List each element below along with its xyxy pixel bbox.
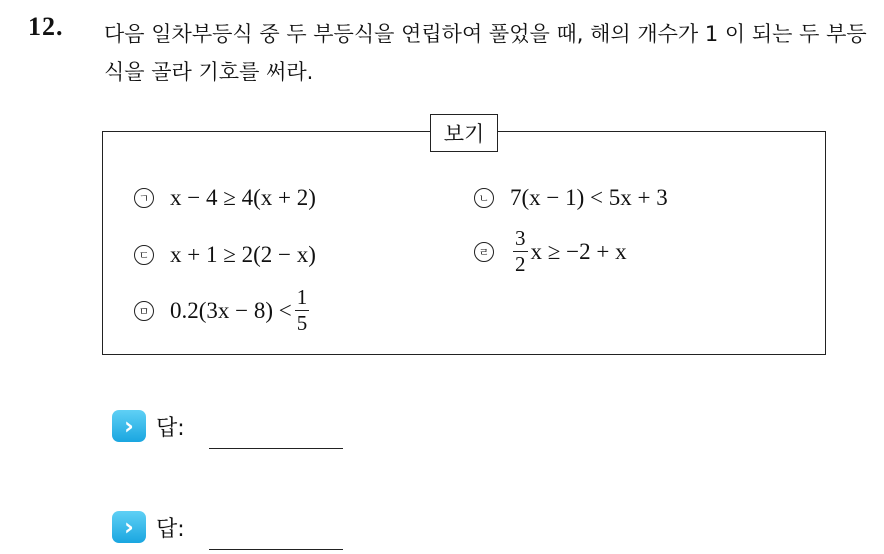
- example-box-title: 보기: [430, 114, 498, 152]
- choice-item-3: [134, 242, 316, 268]
- choice-expression: 7(x − 1) < 5x + 3: [510, 185, 668, 210]
- answer-label: 답:: [156, 415, 185, 441]
- chevron-right-icon: ›: [112, 410, 146, 442]
- choice-marker-icon: ㄷ: [134, 245, 154, 265]
- question-text: 다음 일차부등식 중 두 부등식을 연립하여 풀었을 때, 해의 개수가 1 이 되는 두 부등식을 골라 기호를 써라.: [104, 22, 867, 84]
- choice-item-1: [134, 185, 316, 211]
- fraction-numerator: 1: [296, 285, 308, 309]
- fraction: [513, 228, 528, 275]
- choice-item-2: [474, 185, 668, 211]
- choice-expression: x + 1 ≥ 2(2 − x): [170, 242, 316, 267]
- answer-blank[interactable]: [209, 521, 343, 550]
- fraction: [295, 287, 310, 334]
- choice-marker-icon: ㄱ: [134, 188, 154, 208]
- choice-item-5: [134, 287, 312, 334]
- choice-marker-icon: ㄴ: [474, 188, 494, 208]
- fraction-numerator: 3: [515, 226, 526, 250]
- question-number: 12.: [28, 12, 64, 41]
- chevron-right-icon: ›: [112, 511, 146, 543]
- choice-expression: x − 4 ≥ 4(x + 2): [170, 185, 316, 210]
- answer-row-2: [112, 511, 343, 543]
- choice-expression: 0.2(3x − 8) <: [170, 297, 292, 323]
- answer-label: 답:: [156, 516, 185, 542]
- choice-item-4: [474, 228, 627, 275]
- fraction-denominator: 2: [515, 252, 526, 276]
- choice-marker-icon: ㅁ: [134, 301, 154, 321]
- answer-blank[interactable]: [209, 420, 343, 449]
- fraction-denominator: 5: [296, 311, 308, 335]
- choice-marker-icon: ㄹ: [474, 242, 494, 262]
- answer-row-1: [112, 410, 343, 442]
- choice-expression: x ≥ −2 + x: [530, 238, 627, 264]
